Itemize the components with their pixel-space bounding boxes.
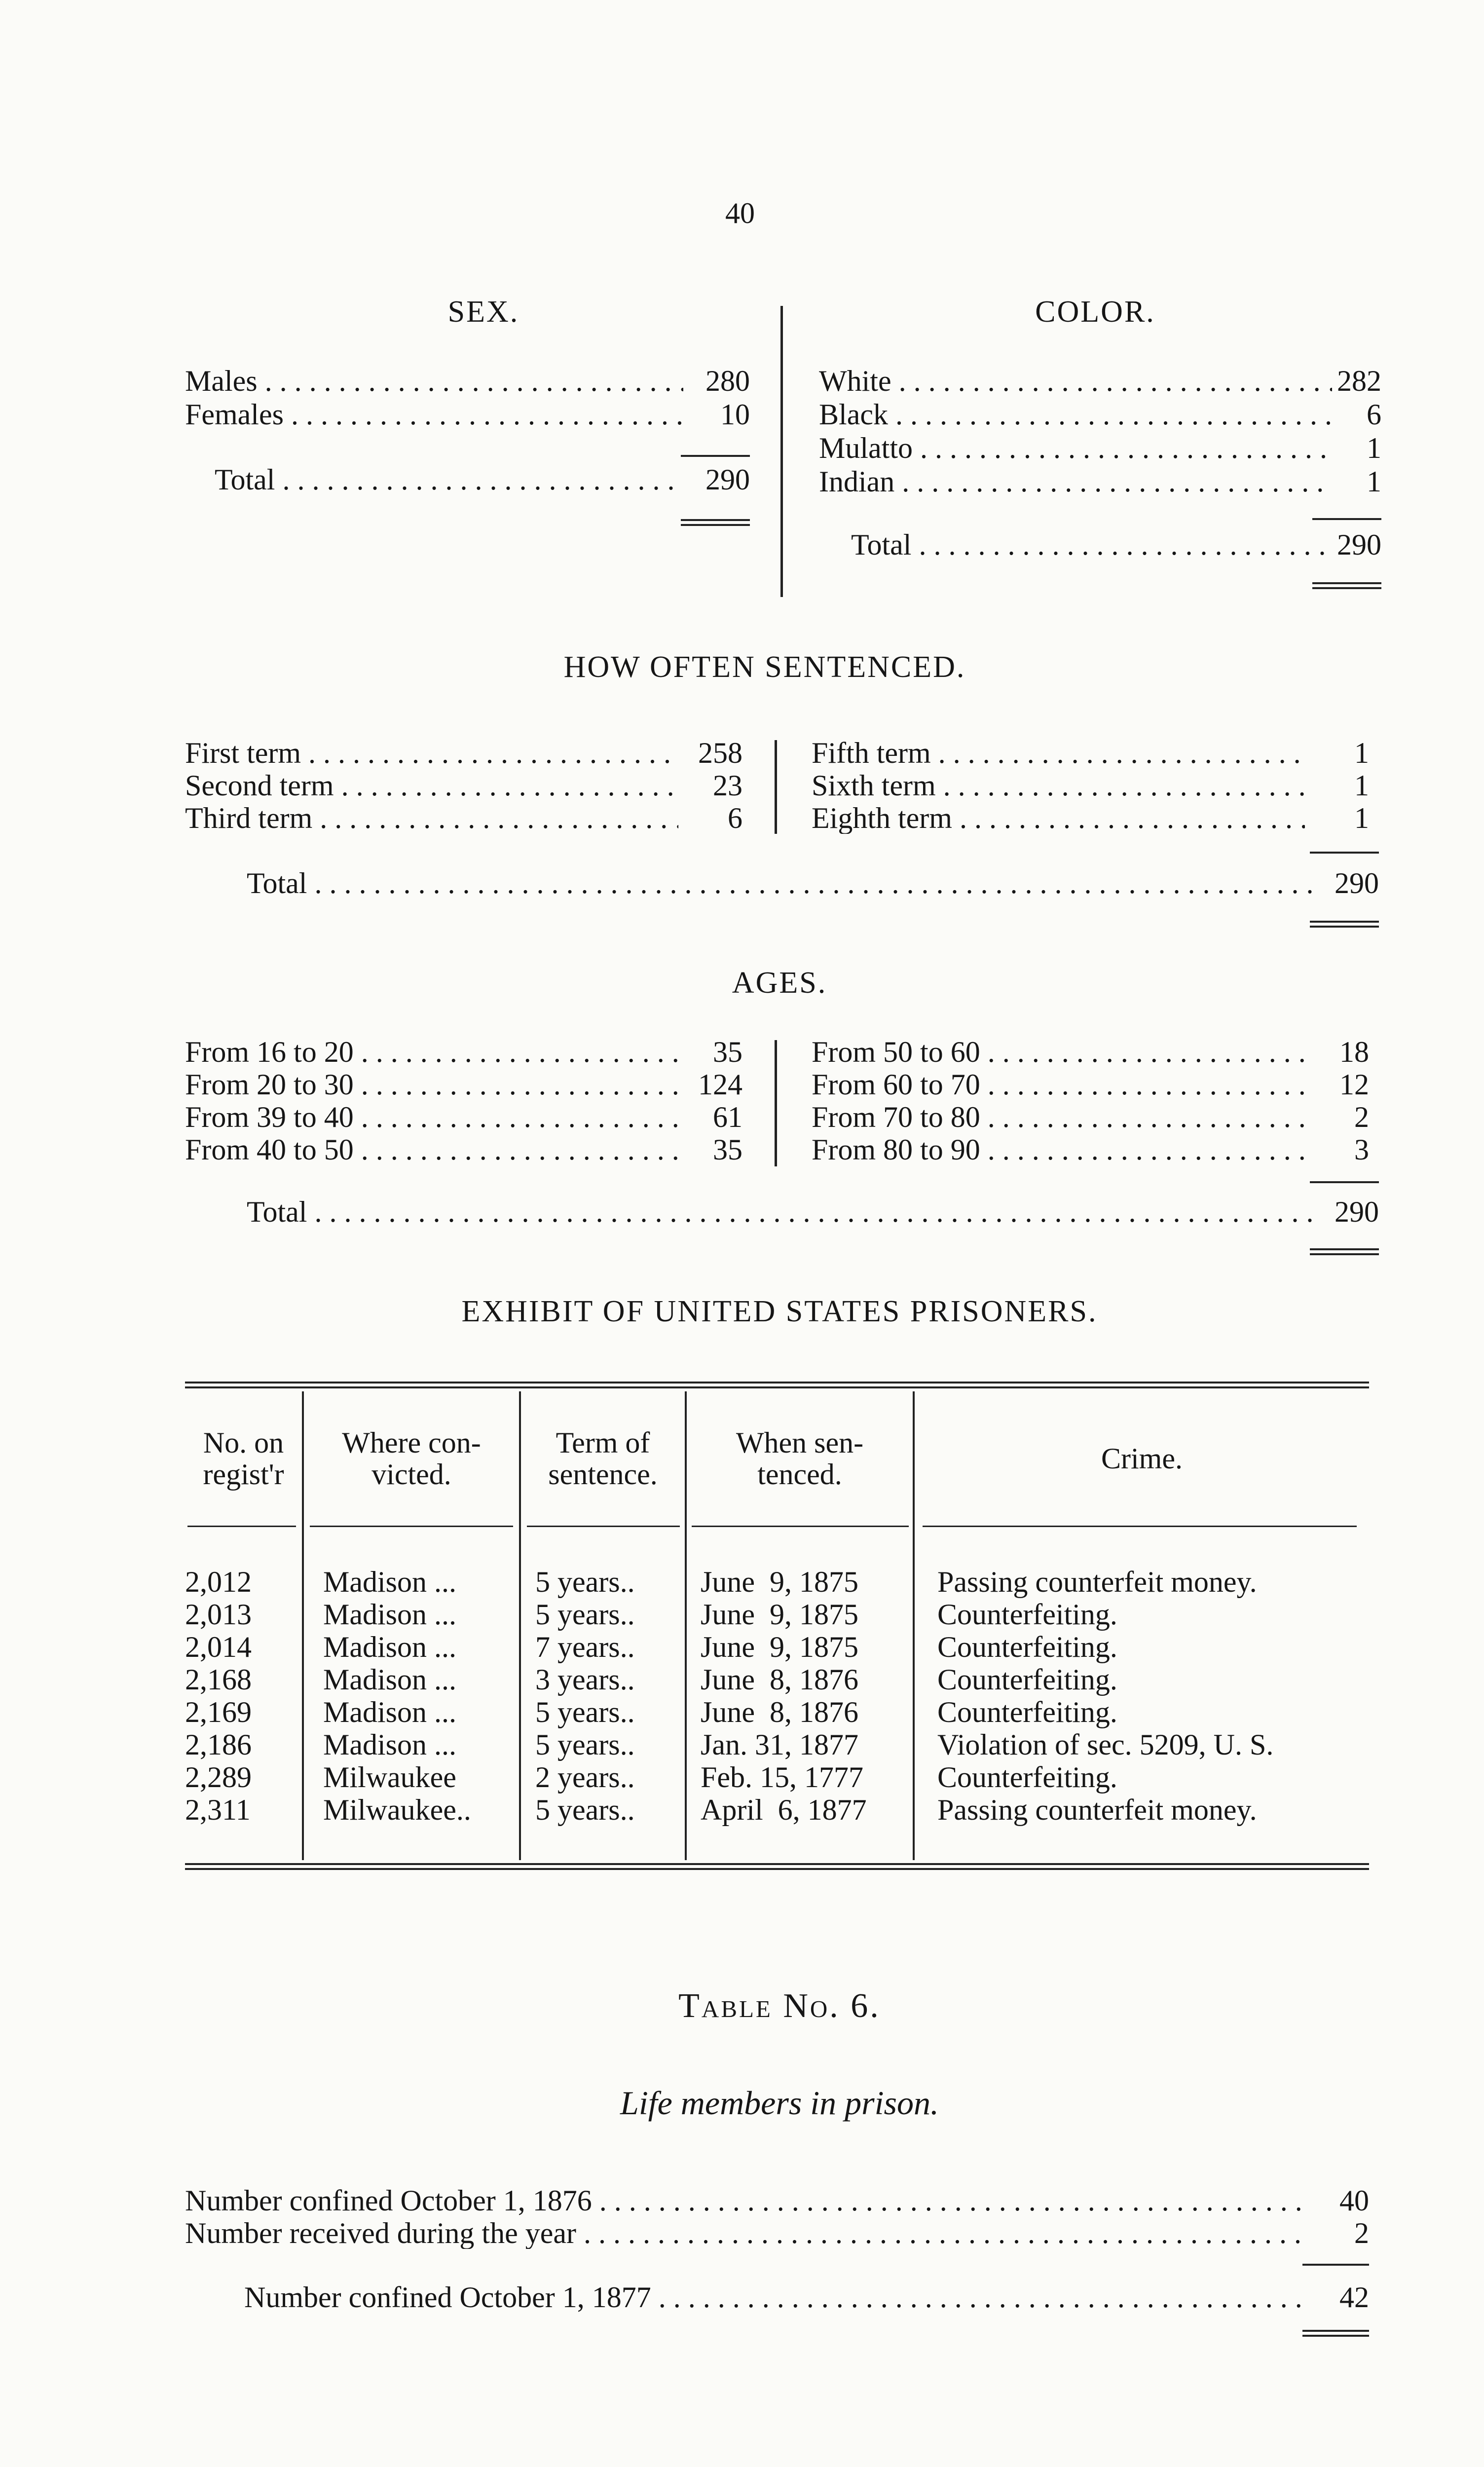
- ages-value: 35: [713, 1036, 742, 1068]
- double-rule: [1302, 2330, 1369, 2337]
- ages-value: 12: [1339, 1068, 1369, 1101]
- table6-subtitle: Life members in prison.: [620, 2084, 939, 2122]
- table-row: [185, 1599, 1369, 1630]
- ages-value: 2: [1354, 1101, 1369, 1133]
- cell-crime: Passing counterfeit money.: [937, 1794, 1257, 1826]
- cell-no: 2,289: [185, 1761, 252, 1794]
- cell-term: 5 years..: [535, 1566, 635, 1598]
- cell-crime: Counterfeiting.: [937, 1761, 1117, 1794]
- color-row: [819, 365, 1381, 397]
- sex-total-row: [215, 464, 750, 495]
- color-row-value: 1: [1367, 465, 1381, 498]
- how-often-row: [185, 770, 742, 801]
- color-row: [819, 399, 1381, 430]
- ages-row: [185, 1036, 742, 1068]
- ages-row: [812, 1134, 1369, 1165]
- header-no-line1: No. on: [203, 1426, 284, 1459]
- table-bottom-rule: [185, 1863, 1369, 1870]
- cell-when: June 9, 1875: [701, 1566, 858, 1598]
- header-where: [304, 1427, 519, 1490]
- how-often-row: [812, 737, 1369, 769]
- cell-where: Madison ...: [323, 1728, 456, 1761]
- how-often-row: [812, 770, 1369, 801]
- ages-label: From 50 to 60: [812, 1036, 980, 1068]
- how-often-label: Second term: [185, 770, 334, 801]
- table-row: [185, 1566, 1369, 1598]
- column-divider: [775, 1040, 777, 1166]
- sex-heading: SEX.: [447, 295, 519, 329]
- sum-rule: [1302, 2264, 1369, 2266]
- how-often-value: 23: [713, 769, 742, 802]
- sum-rule: [1310, 852, 1379, 854]
- ages-label: From 20 to 30: [185, 1069, 354, 1100]
- sum-rule: [1310, 1181, 1379, 1183]
- ages-value: 3: [1354, 1133, 1369, 1166]
- cell-where: Madison ...: [323, 1598, 456, 1631]
- how-often-value: 258: [698, 737, 742, 769]
- cell-no: 2,014: [185, 1631, 252, 1663]
- how-often-row: [185, 802, 742, 834]
- ages-row: [185, 1101, 742, 1133]
- cell-when: June 9, 1875: [701, 1598, 858, 1631]
- how-often-value: 1: [1354, 769, 1369, 802]
- ages-label: From 60 to 70: [812, 1069, 980, 1100]
- cell-no: 2,013: [185, 1598, 252, 1631]
- how-often-heading: HOW OFTEN SENTENCED.: [563, 650, 966, 684]
- how-often-value: 1: [1354, 737, 1369, 769]
- color-row-value: 6: [1367, 398, 1381, 431]
- sum-rule: [1312, 518, 1381, 520]
- cell-when: April 6, 1877: [701, 1794, 867, 1826]
- ages-label: From 70 to 80: [812, 1101, 980, 1133]
- ages-row: [185, 1134, 742, 1165]
- cell-where: Madison ...: [323, 1696, 456, 1728]
- table6-total-label: Number confined October 1, 1877: [244, 2281, 651, 2313]
- table6-row-value: 2: [1354, 2217, 1369, 2249]
- header-when-line2: tenced.: [757, 1458, 842, 1491]
- cell-no: 2,168: [185, 1663, 252, 1696]
- how-often-label: First term: [185, 737, 301, 769]
- ages-row: [812, 1069, 1369, 1100]
- header-where-line1: Where con-: [342, 1426, 481, 1459]
- header-crime: Crime.: [1101, 1442, 1183, 1475]
- header-term: [521, 1427, 685, 1490]
- table-row: [185, 1664, 1369, 1695]
- cell-no: 2,186: [185, 1728, 252, 1761]
- cell-when: Feb. 15, 1777: [701, 1761, 863, 1794]
- table-top-rule: [185, 1382, 1369, 1388]
- ages-value: 35: [713, 1133, 742, 1166]
- color-row: [819, 432, 1381, 464]
- color-row-label: Black: [819, 399, 888, 430]
- color-total-row: [851, 529, 1381, 561]
- ages-label: From 16 to 20: [185, 1036, 354, 1068]
- cell-when: June 8, 1876: [701, 1663, 858, 1696]
- cell-crime: Counterfeiting.: [937, 1631, 1117, 1663]
- cell-where: Madison ...: [323, 1631, 456, 1663]
- header-term-line1: Term of: [556, 1426, 650, 1459]
- how-often-label: Fifth term: [812, 737, 931, 769]
- sex-row: [185, 365, 750, 397]
- ages-value: 61: [713, 1101, 742, 1133]
- header-no: [185, 1427, 302, 1490]
- header-when: [687, 1427, 913, 1490]
- cell-where: Milwaukee..: [323, 1794, 471, 1826]
- cell-crime: Passing counterfeit money.: [937, 1566, 1257, 1598]
- ages-total-label: Total: [247, 1196, 307, 1228]
- column-divider: [780, 306, 783, 597]
- color-heading: COLOR.: [1035, 295, 1155, 329]
- cell-term: 2 years..: [535, 1761, 635, 1794]
- how-often-value: 6: [728, 802, 742, 834]
- color-row-value: 1: [1367, 432, 1381, 464]
- column-divider: [775, 740, 777, 834]
- how-often-total-value: 290: [1335, 867, 1379, 899]
- ages-label: From 39 to 40: [185, 1101, 354, 1133]
- sex-total-value: 290: [705, 463, 750, 496]
- sex-row: [185, 399, 750, 430]
- cell-when: Jan. 31, 1877: [701, 1728, 858, 1761]
- table-row: [185, 1631, 1369, 1663]
- page-number: 40: [725, 197, 755, 229]
- double-rule: [681, 519, 750, 526]
- how-often-value: 1: [1354, 802, 1369, 834]
- how-often-row: [812, 802, 1369, 834]
- table6-row-label: Number received during the year: [185, 2217, 576, 2249]
- sex-total-label: Total: [215, 464, 275, 495]
- ages-value: 124: [698, 1068, 742, 1101]
- cell-no: 2,311: [185, 1794, 251, 1826]
- table6-total-value: 42: [1339, 2281, 1369, 2314]
- color-total-label: Total: [851, 529, 912, 561]
- ages-total-value: 290: [1335, 1196, 1379, 1228]
- how-often-label: Third term: [185, 802, 313, 834]
- ages-row: [812, 1101, 1369, 1133]
- header-term-line2: sentence.: [548, 1458, 658, 1491]
- ages-total-row: [247, 1196, 1379, 1228]
- cell-where: Milwaukee: [323, 1761, 456, 1794]
- table6-row-label: Number confined October 1, 1876: [185, 2185, 592, 2216]
- cell-when: June 8, 1876: [701, 1696, 858, 1728]
- table6-row: [185, 2217, 1369, 2249]
- table-row: [185, 1729, 1369, 1760]
- color-total-value: 290: [1337, 528, 1381, 561]
- color-row: [819, 466, 1381, 497]
- cell-no: 2,169: [185, 1696, 252, 1728]
- exhibit-heading: EXHIBIT OF UNITED STATES PRISONERS.: [461, 1295, 1098, 1328]
- sex-row-label: Females: [185, 399, 284, 430]
- table-row: [185, 1696, 1369, 1728]
- cell-term: 7 years..: [535, 1631, 635, 1663]
- how-often-label: Sixth term: [812, 770, 936, 801]
- how-often-total-row: [247, 867, 1379, 899]
- cell-term: 5 years..: [535, 1728, 635, 1761]
- cell-term: 5 years..: [535, 1794, 635, 1826]
- color-row-label: Indian: [819, 466, 895, 497]
- table6-heading: Table No. 6.: [678, 1987, 881, 2025]
- sex-row-label: Males: [185, 365, 258, 397]
- color-row-label: Mulatto: [819, 432, 913, 464]
- how-often-label: Eighth term: [812, 802, 952, 834]
- table6-row-value: 40: [1339, 2184, 1369, 2217]
- double-rule: [1312, 582, 1381, 589]
- header-no-line2: regist'r: [203, 1458, 284, 1491]
- cell-where: Madison ...: [323, 1566, 456, 1598]
- table-row: [185, 1794, 1369, 1826]
- ages-label: From 40 to 50: [185, 1134, 354, 1165]
- ages-row: [185, 1069, 742, 1100]
- cell-no: 2,012: [185, 1566, 252, 1598]
- cell-crime: Counterfeiting.: [937, 1598, 1117, 1631]
- header-rule: [527, 1526, 680, 1527]
- cell-crime: Counterfeiting.: [937, 1696, 1117, 1728]
- header-when-line1: When sen-: [736, 1426, 864, 1459]
- sum-rule: [681, 455, 750, 457]
- cell-term: 5 years..: [535, 1696, 635, 1728]
- color-row-value: 282: [1337, 365, 1381, 397]
- header-rule: [187, 1526, 296, 1527]
- ages-heading: AGES.: [732, 966, 827, 1000]
- cell-term: 3 years..: [535, 1663, 635, 1696]
- cell-crime: Counterfeiting.: [937, 1663, 1117, 1696]
- ages-label: From 80 to 90: [812, 1134, 980, 1165]
- header-rule: [692, 1526, 909, 1527]
- sex-row-value: 10: [720, 398, 750, 431]
- cell-term: 5 years..: [535, 1598, 635, 1631]
- cell-when: June 9, 1875: [701, 1631, 858, 1663]
- cell-where: Madison ...: [323, 1663, 456, 1696]
- table6-row: [185, 2185, 1369, 2216]
- ages-value: 18: [1339, 1036, 1369, 1068]
- ages-row: [812, 1036, 1369, 1068]
- how-often-total-label: Total: [247, 867, 307, 899]
- double-rule: [1310, 921, 1379, 928]
- color-row-label: White: [819, 365, 891, 397]
- header-where-line2: victed.: [371, 1458, 451, 1491]
- header-rule: [310, 1526, 513, 1527]
- double-rule: [1310, 1248, 1379, 1255]
- table-row: [185, 1761, 1369, 1793]
- table6-total-row: [244, 2281, 1369, 2313]
- sex-row-value: 280: [705, 365, 750, 397]
- how-often-row: [185, 737, 742, 769]
- cell-crime: Violation of sec. 5209, U. S.: [937, 1728, 1274, 1761]
- header-rule: [923, 1526, 1357, 1527]
